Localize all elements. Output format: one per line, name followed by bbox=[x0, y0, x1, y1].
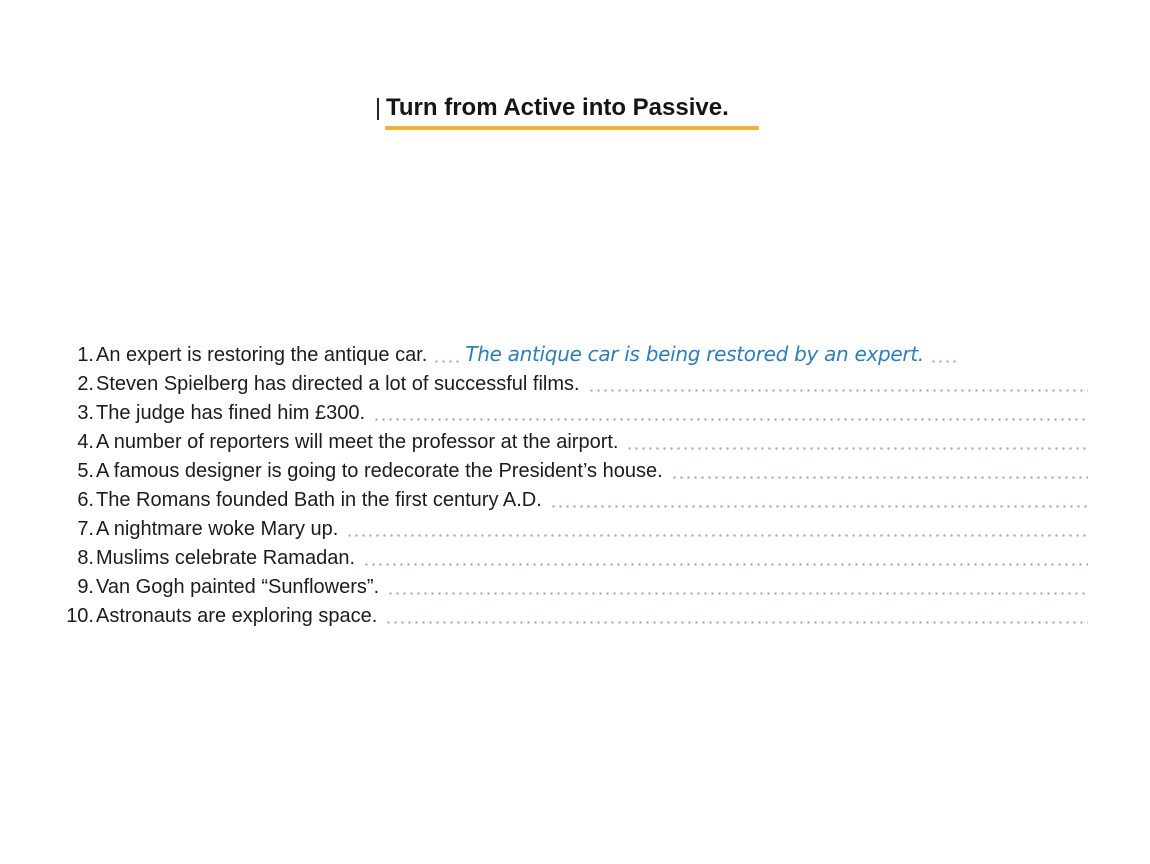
exercise-item-7 bbox=[0, 512, 1150, 541]
active-sentence: Van Gogh painted “Sunflowers”. bbox=[96, 576, 380, 598]
item-number: 3. bbox=[77, 402, 94, 424]
item-number: 2. bbox=[77, 373, 94, 395]
item-number: 4. bbox=[77, 431, 94, 453]
answer-blank[interactable] bbox=[387, 575, 1088, 599]
answer-blank[interactable] bbox=[626, 430, 1088, 454]
item-number: 8. bbox=[77, 547, 94, 569]
answer-blank[interactable] bbox=[550, 488, 1088, 512]
heading-marker bbox=[377, 98, 379, 120]
answer-blank[interactable] bbox=[363, 546, 1088, 570]
active-sentence: An expert is restoring the antique car. bbox=[96, 344, 428, 366]
exercise-item-4 bbox=[0, 425, 1150, 454]
item-number: 7. bbox=[77, 518, 94, 540]
exercise-item-8 bbox=[0, 541, 1150, 570]
active-sentence: Muslims celebrate Ramadan. bbox=[96, 547, 355, 569]
exercise-item-9 bbox=[0, 570, 1150, 599]
answer-blank[interactable] bbox=[385, 604, 1088, 628]
active-sentence: Astronauts are exploring space. bbox=[96, 605, 378, 627]
active-sentence: A famous designer is going to redecorate the President’s house. bbox=[96, 460, 663, 482]
exercise-item-5 bbox=[0, 454, 1150, 483]
exercise-title: Turn from Active into Passive. bbox=[386, 94, 729, 121]
answer-blank[interactable] bbox=[588, 372, 1088, 396]
active-sentence: A nightmare woke Mary up. bbox=[96, 518, 339, 540]
answer-blank[interactable] bbox=[373, 401, 1088, 425]
item-number: 5. bbox=[77, 460, 94, 482]
exercise-list bbox=[0, 338, 1150, 628]
active-sentence: A number of reporters will meet the professor at the airport. bbox=[96, 431, 619, 453]
item-number: 10. bbox=[66, 605, 94, 627]
item-number: 6. bbox=[77, 489, 94, 511]
title-underline bbox=[385, 126, 759, 130]
answer-blank[interactable] bbox=[671, 459, 1088, 483]
exercise-item-6 bbox=[0, 483, 1150, 512]
active-sentence: The judge has fined him £300. bbox=[96, 402, 366, 424]
passive-answer[interactable]: The antique car is being restored by an expert. bbox=[465, 342, 924, 366]
item-number: 9. bbox=[77, 576, 94, 598]
exercise-item-2 bbox=[0, 367, 1150, 396]
exercise-item-3 bbox=[0, 396, 1150, 425]
exercise-item-1 bbox=[0, 338, 1150, 367]
answer-tail-dots bbox=[930, 359, 956, 364]
exercise-item-10 bbox=[0, 599, 1150, 628]
answer-lead-dots bbox=[433, 359, 463, 364]
item-number: 1. bbox=[77, 344, 94, 366]
active-sentence: Steven Spielberg has directed a lot of successful films. bbox=[96, 373, 580, 395]
active-sentence: The Romans founded Bath in the first century A.D. bbox=[96, 489, 542, 511]
answer-blank[interactable] bbox=[346, 517, 1088, 541]
